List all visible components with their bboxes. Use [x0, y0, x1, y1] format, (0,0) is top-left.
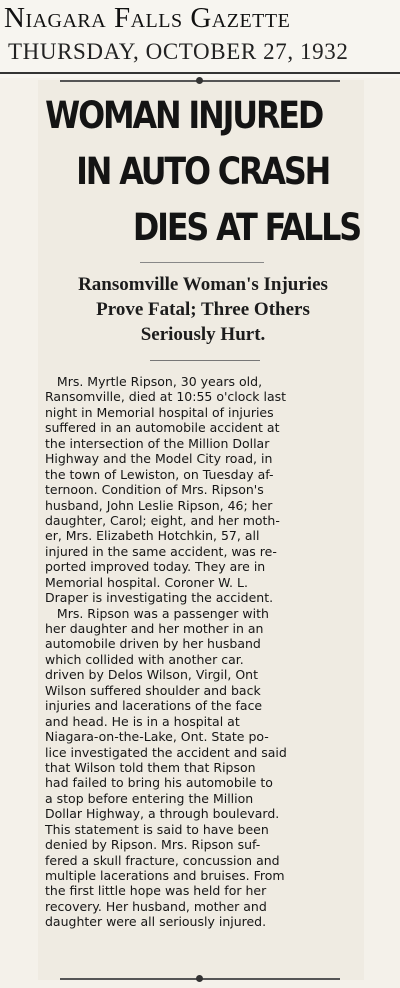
deck-divider: [150, 360, 260, 361]
article-body-line: Ransomville, died at 10:55 o'clock last: [45, 389, 287, 405]
article-headline: [40, 88, 361, 256]
article-body-line: ported improved today. They are in: [45, 559, 266, 575]
deck-line: Seriously Hurt.: [140, 324, 266, 345]
article-body-line: Memorial hospital. Coroner W. L.: [45, 574, 248, 590]
rule-ornament: [196, 975, 203, 982]
article-deck: [44, 272, 362, 347]
article-body-line: Mrs. Ripson was a passenger with: [45, 605, 269, 621]
article-body-line: driven by Delos Wilson, Virgil, Ont: [45, 667, 258, 683]
issue-date: THURSDAY, OCTOBER 27, 1932: [8, 39, 349, 64]
article-body-line: ternoon. Condition of Mrs. Ripson's: [45, 482, 264, 498]
article-body-line: daughter were all seriously injured.: [45, 914, 267, 930]
article-body-line: er, Mrs. Elizabeth Hotchkin, 57, all: [45, 528, 260, 544]
article-body-line: which collided with another car.: [45, 651, 244, 667]
deck-line: Prove Fatal; Three Others: [96, 299, 310, 320]
article-body-line: night in Memorial hospital of injuries: [45, 404, 274, 420]
article-body-line: Draper is investigating the accident.: [45, 590, 274, 606]
article-body-line: Wilson suffered shoulder and back: [45, 682, 261, 698]
masthead-rule: [0, 72, 400, 74]
article-body-line: injured in the same accident, was re-: [45, 543, 277, 559]
article-body-line: recovery. Her husband, mother and: [45, 898, 267, 914]
deck-line: Ransomville Woman's Injuries: [78, 274, 328, 295]
headline-divider: [140, 262, 264, 263]
article-body-line: the intersection of the Million Dollar: [45, 435, 270, 451]
top-column-rule: [60, 80, 340, 82]
article-body-line: Highway and the Model City road, in: [45, 451, 273, 467]
rule-ornament: [196, 77, 203, 84]
masthead: [0, 0, 400, 78]
headline-line: IN AUTO CRASH: [76, 150, 330, 193]
article-body-line: injuries and lacerations of the face: [45, 698, 263, 714]
article-body-line: had failed to bring his automobile to: [45, 775, 273, 791]
article-body-line: her daughter and her mother in an: [45, 621, 264, 636]
article-body-line: the town of Lewiston, on Tuesday af-: [45, 466, 274, 482]
article-body-line: husband, John Leslie Ripson, 46; her: [45, 497, 273, 513]
headline-line: DIES AT FALLS: [132, 206, 361, 249]
article-body-line: Niagara-on-the-Lake, Ont. State po-: [45, 729, 269, 745]
article-body-line: This statement is said to have been: [45, 821, 269, 837]
article-body-line: daughter, Carol; eight, and her moth-: [45, 512, 280, 528]
newspaper-name: Niagara Falls Gazette: [4, 2, 291, 34]
bottom-column-rule: [60, 978, 340, 980]
article-body-line: suffered in an automobile accident at: [45, 420, 280, 436]
article-body-line: the first little hope was held for her: [45, 883, 267, 899]
article-body-line: automobile driven by her husband: [45, 636, 261, 652]
article-body-line: Mrs. Myrtle Ripson, 30 years old,: [45, 374, 263, 389]
headline-line: WOMAN INJURED: [45, 94, 323, 137]
article-body: [45, 374, 362, 930]
article-body-line: fered a skull fracture, concussion and: [45, 852, 280, 868]
article-body-line: that Wilson told them that Ripson: [45, 759, 256, 775]
article-body-line: Dollar Highway, a through boulevard.: [45, 806, 280, 822]
article-body-line: a stop before entering the Million: [45, 790, 254, 806]
article-body-line: and head. He is in a hospital at: [45, 713, 240, 729]
article-body-line: multiple lacerations and bruises. From: [45, 868, 285, 883]
article-body-line: denied by Ripson. Mrs. Ripson suf-: [45, 837, 261, 853]
article-body-line: lice investigated the accident and said: [45, 744, 287, 760]
